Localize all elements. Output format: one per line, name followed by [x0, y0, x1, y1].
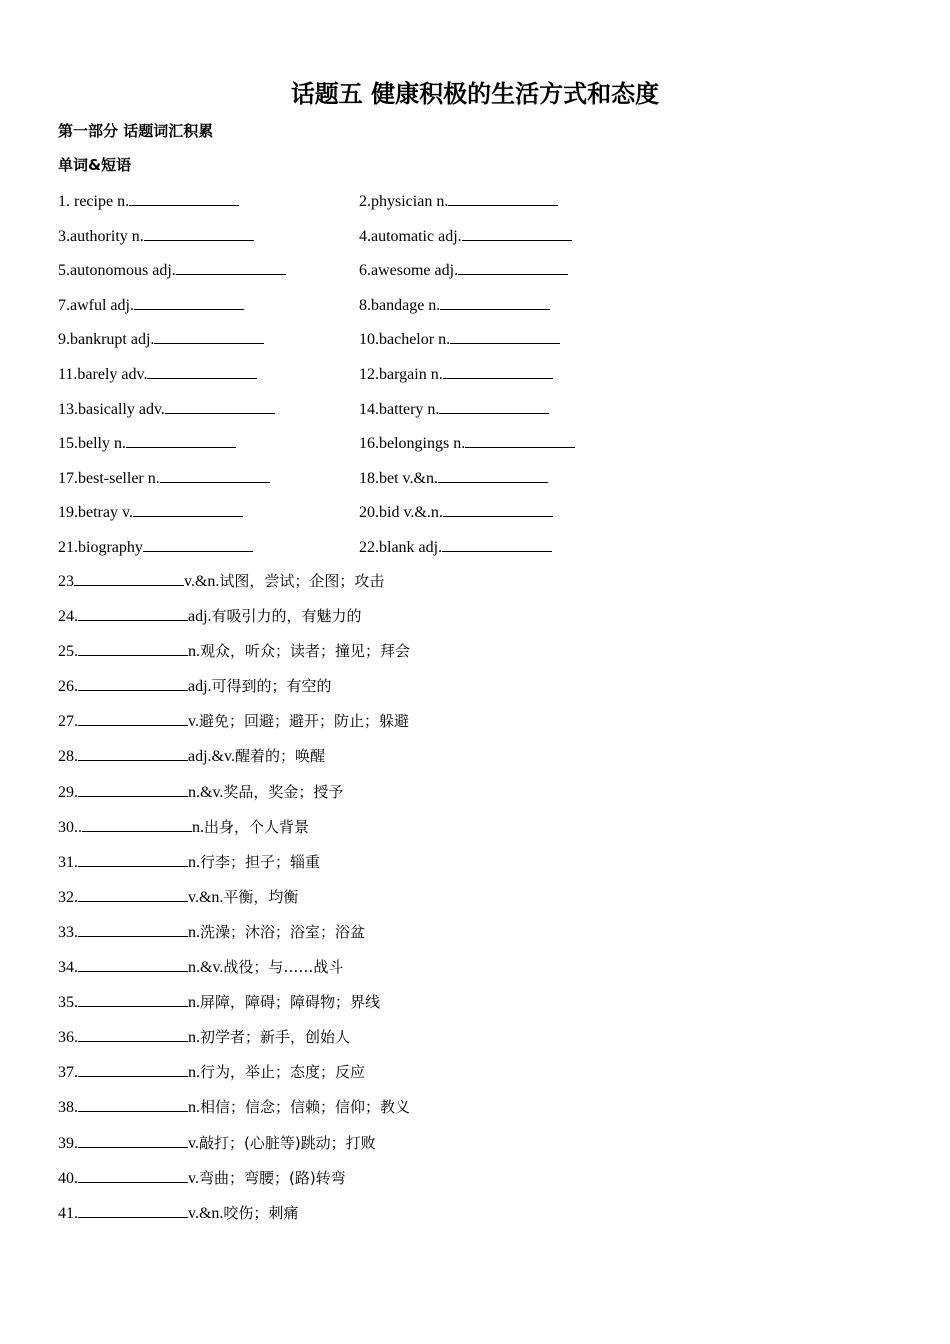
chinese-meaning: 弯曲；弯腰；(路)转弯: [198, 1168, 346, 1187]
item-number: 36.: [58, 1029, 78, 1047]
answer-blank[interactable]: [78, 779, 188, 797]
chinese-meaning: 平衡，均衡: [223, 887, 299, 906]
answer-blank[interactable]: [176, 257, 286, 275]
word-item: [58, 430, 236, 456]
chinese-meaning: 洗澡；沐浴；浴室；浴盆: [200, 922, 366, 941]
item-number: 34.: [58, 959, 78, 977]
word-item: [359, 430, 575, 456]
definition-row: [58, 954, 918, 989]
answer-blank[interactable]: [78, 603, 188, 621]
part-of-speech: n.&v.: [188, 959, 224, 977]
chinese-meaning: 奖品，奖金；授予: [223, 782, 344, 801]
answer-blank[interactable]: [448, 188, 558, 206]
answer-blank[interactable]: [450, 326, 560, 344]
definition-row: [58, 743, 918, 778]
item-number: 33.: [58, 923, 78, 941]
chinese-meaning: 醒着的；唤醒: [234, 747, 325, 766]
part-of-speech: n.: [188, 1064, 200, 1082]
word-item: [359, 361, 553, 387]
answer-blank[interactable]: [442, 534, 552, 552]
word-text: 6.awesome adj.: [359, 262, 459, 280]
chinese-meaning: 试图，尝试；企图；攻击: [219, 572, 385, 590]
word-item: [58, 499, 243, 525]
word-pair-row: [58, 361, 918, 396]
part-of-speech: n.: [188, 994, 200, 1012]
item-number: 24.: [58, 608, 78, 626]
chinese-meaning: 观众，听众；读者；撞见；拜会: [200, 642, 411, 661]
part-of-speech: n.: [188, 643, 200, 661]
answer-blank[interactable]: [78, 1094, 188, 1112]
word-pair-row: [58, 499, 918, 534]
part-of-speech: v.&n.: [184, 573, 220, 590]
word-item: [58, 534, 253, 560]
answer-blank[interactable]: [78, 708, 188, 726]
answer-blank[interactable]: [78, 1165, 188, 1183]
word-text: 4.automatic adj.: [359, 227, 462, 245]
word-pair-row: [58, 188, 918, 223]
item-number: 41.: [58, 1204, 78, 1222]
word-text: 18.bet v.&n.: [359, 469, 438, 487]
item-number: 37.: [58, 1064, 78, 1082]
part-of-speech: n.: [188, 1029, 200, 1047]
word-text: 8.bandage n.: [359, 296, 441, 314]
answer-blank[interactable]: [129, 188, 239, 206]
item-number: 40.: [58, 1169, 78, 1187]
word-text: 17.best-seller n.: [58, 469, 160, 487]
definition-row: [58, 814, 918, 849]
word-item: [58, 361, 257, 387]
chinese-meaning: 有吸引力的，有魅力的: [211, 607, 362, 626]
word-item: [58, 326, 264, 352]
chinese-meaning: 咬伤；刺痛: [223, 1203, 299, 1222]
definition-row: [58, 989, 918, 1024]
sub-heading: 单词&短语: [58, 156, 132, 174]
word-pair-row: [58, 396, 918, 431]
word-text: 12.bargain n.: [359, 365, 443, 383]
answer-blank[interactable]: [78, 1200, 188, 1218]
answer-blank[interactable]: [462, 223, 572, 241]
part-of-speech: n.: [188, 853, 200, 871]
word-item: [359, 534, 552, 560]
word-item: [58, 465, 270, 491]
chinese-meaning: 屏障，障碍；障碍物；界线: [200, 993, 381, 1012]
word-text: 21.biography: [58, 538, 143, 556]
word-text: 22.blank adj.: [359, 538, 443, 556]
part-of-speech: v.&n.: [188, 1204, 224, 1222]
word-item: [58, 223, 254, 249]
answer-blank[interactable]: [443, 361, 553, 379]
word-text: 15.belly n.: [58, 435, 126, 453]
part-of-speech: v.: [188, 1169, 199, 1187]
word-item: [359, 257, 568, 283]
word-item: [58, 188, 239, 214]
word-pair-row: [58, 223, 918, 258]
word-pair-row: [58, 430, 918, 465]
definition-row: [58, 1024, 918, 1059]
definition-row: [58, 884, 918, 919]
word-text: 1. recipe n.: [58, 193, 130, 210]
chinese-meaning: 初学者；新手，创始人: [200, 1028, 351, 1047]
part-of-speech: adj.&v.: [188, 748, 235, 766]
answer-blank[interactable]: [78, 989, 188, 1007]
answer-blank[interactable]: [438, 465, 548, 483]
item-number: 23: [58, 573, 74, 590]
item-number: 27.: [58, 713, 78, 731]
part-of-speech: n.&v.: [188, 783, 224, 801]
answer-blank[interactable]: [78, 673, 188, 691]
part-of-speech: n.: [188, 1099, 200, 1117]
answer-blank[interactable]: [78, 884, 188, 902]
chinese-meaning: 出身，个人背景: [204, 817, 310, 836]
item-number: 39.: [58, 1134, 78, 1152]
answer-blank[interactable]: [147, 361, 257, 379]
word-item: [359, 396, 549, 422]
item-number: 31.: [58, 853, 78, 871]
chinese-meaning: 战役；与……战斗: [223, 958, 344, 977]
item-number: 35.: [58, 994, 78, 1012]
definition-row: [58, 849, 918, 884]
answer-blank[interactable]: [126, 430, 236, 448]
item-number: 38.: [58, 1099, 78, 1117]
answer-blank[interactable]: [154, 326, 264, 344]
answer-blank[interactable]: [440, 292, 550, 310]
chinese-meaning: 行为，举止；态度；反应: [200, 1063, 366, 1082]
word-text: 16.belongings n.: [359, 435, 466, 453]
definition-row: [58, 603, 918, 638]
answer-blank[interactable]: [74, 568, 184, 586]
definition-row: [58, 1094, 918, 1129]
part-heading: 第一部分 话题词汇积累: [58, 122, 214, 140]
word-pair-row: [58, 257, 918, 292]
definition-row: [58, 708, 918, 743]
definition-row: [58, 1200, 918, 1235]
part-of-speech: v.&n.: [188, 888, 224, 906]
word-item: [359, 292, 550, 318]
word-item: [58, 292, 244, 318]
item-number: 28.: [58, 748, 78, 766]
answer-blank[interactable]: [165, 396, 275, 414]
answer-blank[interactable]: [78, 849, 188, 867]
part-of-speech: n.: [188, 923, 200, 941]
part-of-speech: adj.: [188, 678, 212, 696]
word-text: 7.awful adj.: [58, 296, 134, 314]
chinese-meaning: 敲打；(心脏等)跳动；打败: [198, 1133, 376, 1152]
word-text: 19.betray v.: [58, 504, 133, 522]
word-item: [58, 257, 286, 283]
item-number: 30..: [58, 818, 82, 836]
word-item: [359, 188, 558, 214]
answer-blank[interactable]: [133, 499, 243, 517]
item-number: 29.: [58, 783, 78, 801]
item-number: 26.: [58, 678, 78, 696]
answer-blank[interactable]: [78, 919, 188, 937]
word-text: 5.autonomous adj.: [58, 262, 176, 280]
part-of-speech: n.: [192, 818, 204, 836]
word-item: [58, 396, 275, 422]
word-text: 3.authority n.: [58, 227, 144, 245]
word-pair-row: [58, 292, 918, 327]
item-number: 32.: [58, 888, 78, 906]
word-pair-list: [58, 188, 918, 569]
answer-blank[interactable]: [82, 814, 192, 832]
answer-blank[interactable]: [78, 743, 188, 761]
word-pair-row: [58, 534, 918, 569]
answer-blank[interactable]: [443, 499, 553, 517]
answer-blank[interactable]: [143, 534, 253, 552]
definition-row: [58, 1165, 918, 1200]
chinese-meaning: 相信；信念；信赖；信仰；教义: [200, 1098, 411, 1117]
answer-blank[interactable]: [458, 257, 568, 275]
definition-row: [58, 638, 918, 673]
answer-blank[interactable]: [78, 638, 188, 656]
answer-blank[interactable]: [439, 396, 549, 414]
word-item: [359, 465, 548, 491]
word-item: [359, 326, 560, 352]
answer-blank[interactable]: [78, 954, 188, 972]
definition-row: [58, 568, 918, 603]
answer-blank[interactable]: [144, 223, 254, 241]
word-text: 13.basically adv.: [58, 400, 165, 418]
part-of-speech: adj.: [188, 608, 212, 626]
definition-row: [58, 779, 918, 814]
part-of-speech: v.: [188, 713, 199, 731]
answer-blank[interactable]: [160, 465, 270, 483]
answer-blank[interactable]: [78, 1130, 188, 1148]
definition-row: [58, 1130, 918, 1165]
definition-row: [58, 1059, 918, 1094]
word-text: 11.barely adv.: [58, 365, 148, 383]
word-pair-row: [58, 326, 918, 361]
chinese-meaning: 行李；担子；辎重: [200, 852, 321, 871]
word-text: 10.bachelor n.: [359, 331, 451, 349]
word-text: 2.physician n.: [359, 193, 449, 210]
word-pair-row: [58, 465, 918, 500]
page-title: 话题五 健康积极的生活方式和态度: [290, 80, 660, 108]
word-item: [359, 223, 572, 249]
chinese-meaning: 可得到的；有空的: [211, 677, 332, 696]
word-text: 14.battery n.: [359, 400, 440, 418]
answer-blank[interactable]: [78, 1059, 188, 1077]
word-text: 9.bankrupt adj.: [58, 331, 155, 349]
chinese-meaning: 避免；回避；避开；防止；躲避: [198, 712, 409, 731]
definition-row: [58, 919, 918, 954]
definition-list: [58, 568, 918, 1235]
answer-blank[interactable]: [465, 430, 575, 448]
definition-row: [58, 673, 918, 708]
word-item: [359, 499, 553, 525]
item-number: 25.: [58, 643, 78, 661]
part-of-speech: v.: [188, 1134, 199, 1152]
word-text: 20.bid v.&.n.: [359, 504, 443, 522]
answer-blank[interactable]: [134, 292, 244, 310]
answer-blank[interactable]: [78, 1024, 188, 1042]
